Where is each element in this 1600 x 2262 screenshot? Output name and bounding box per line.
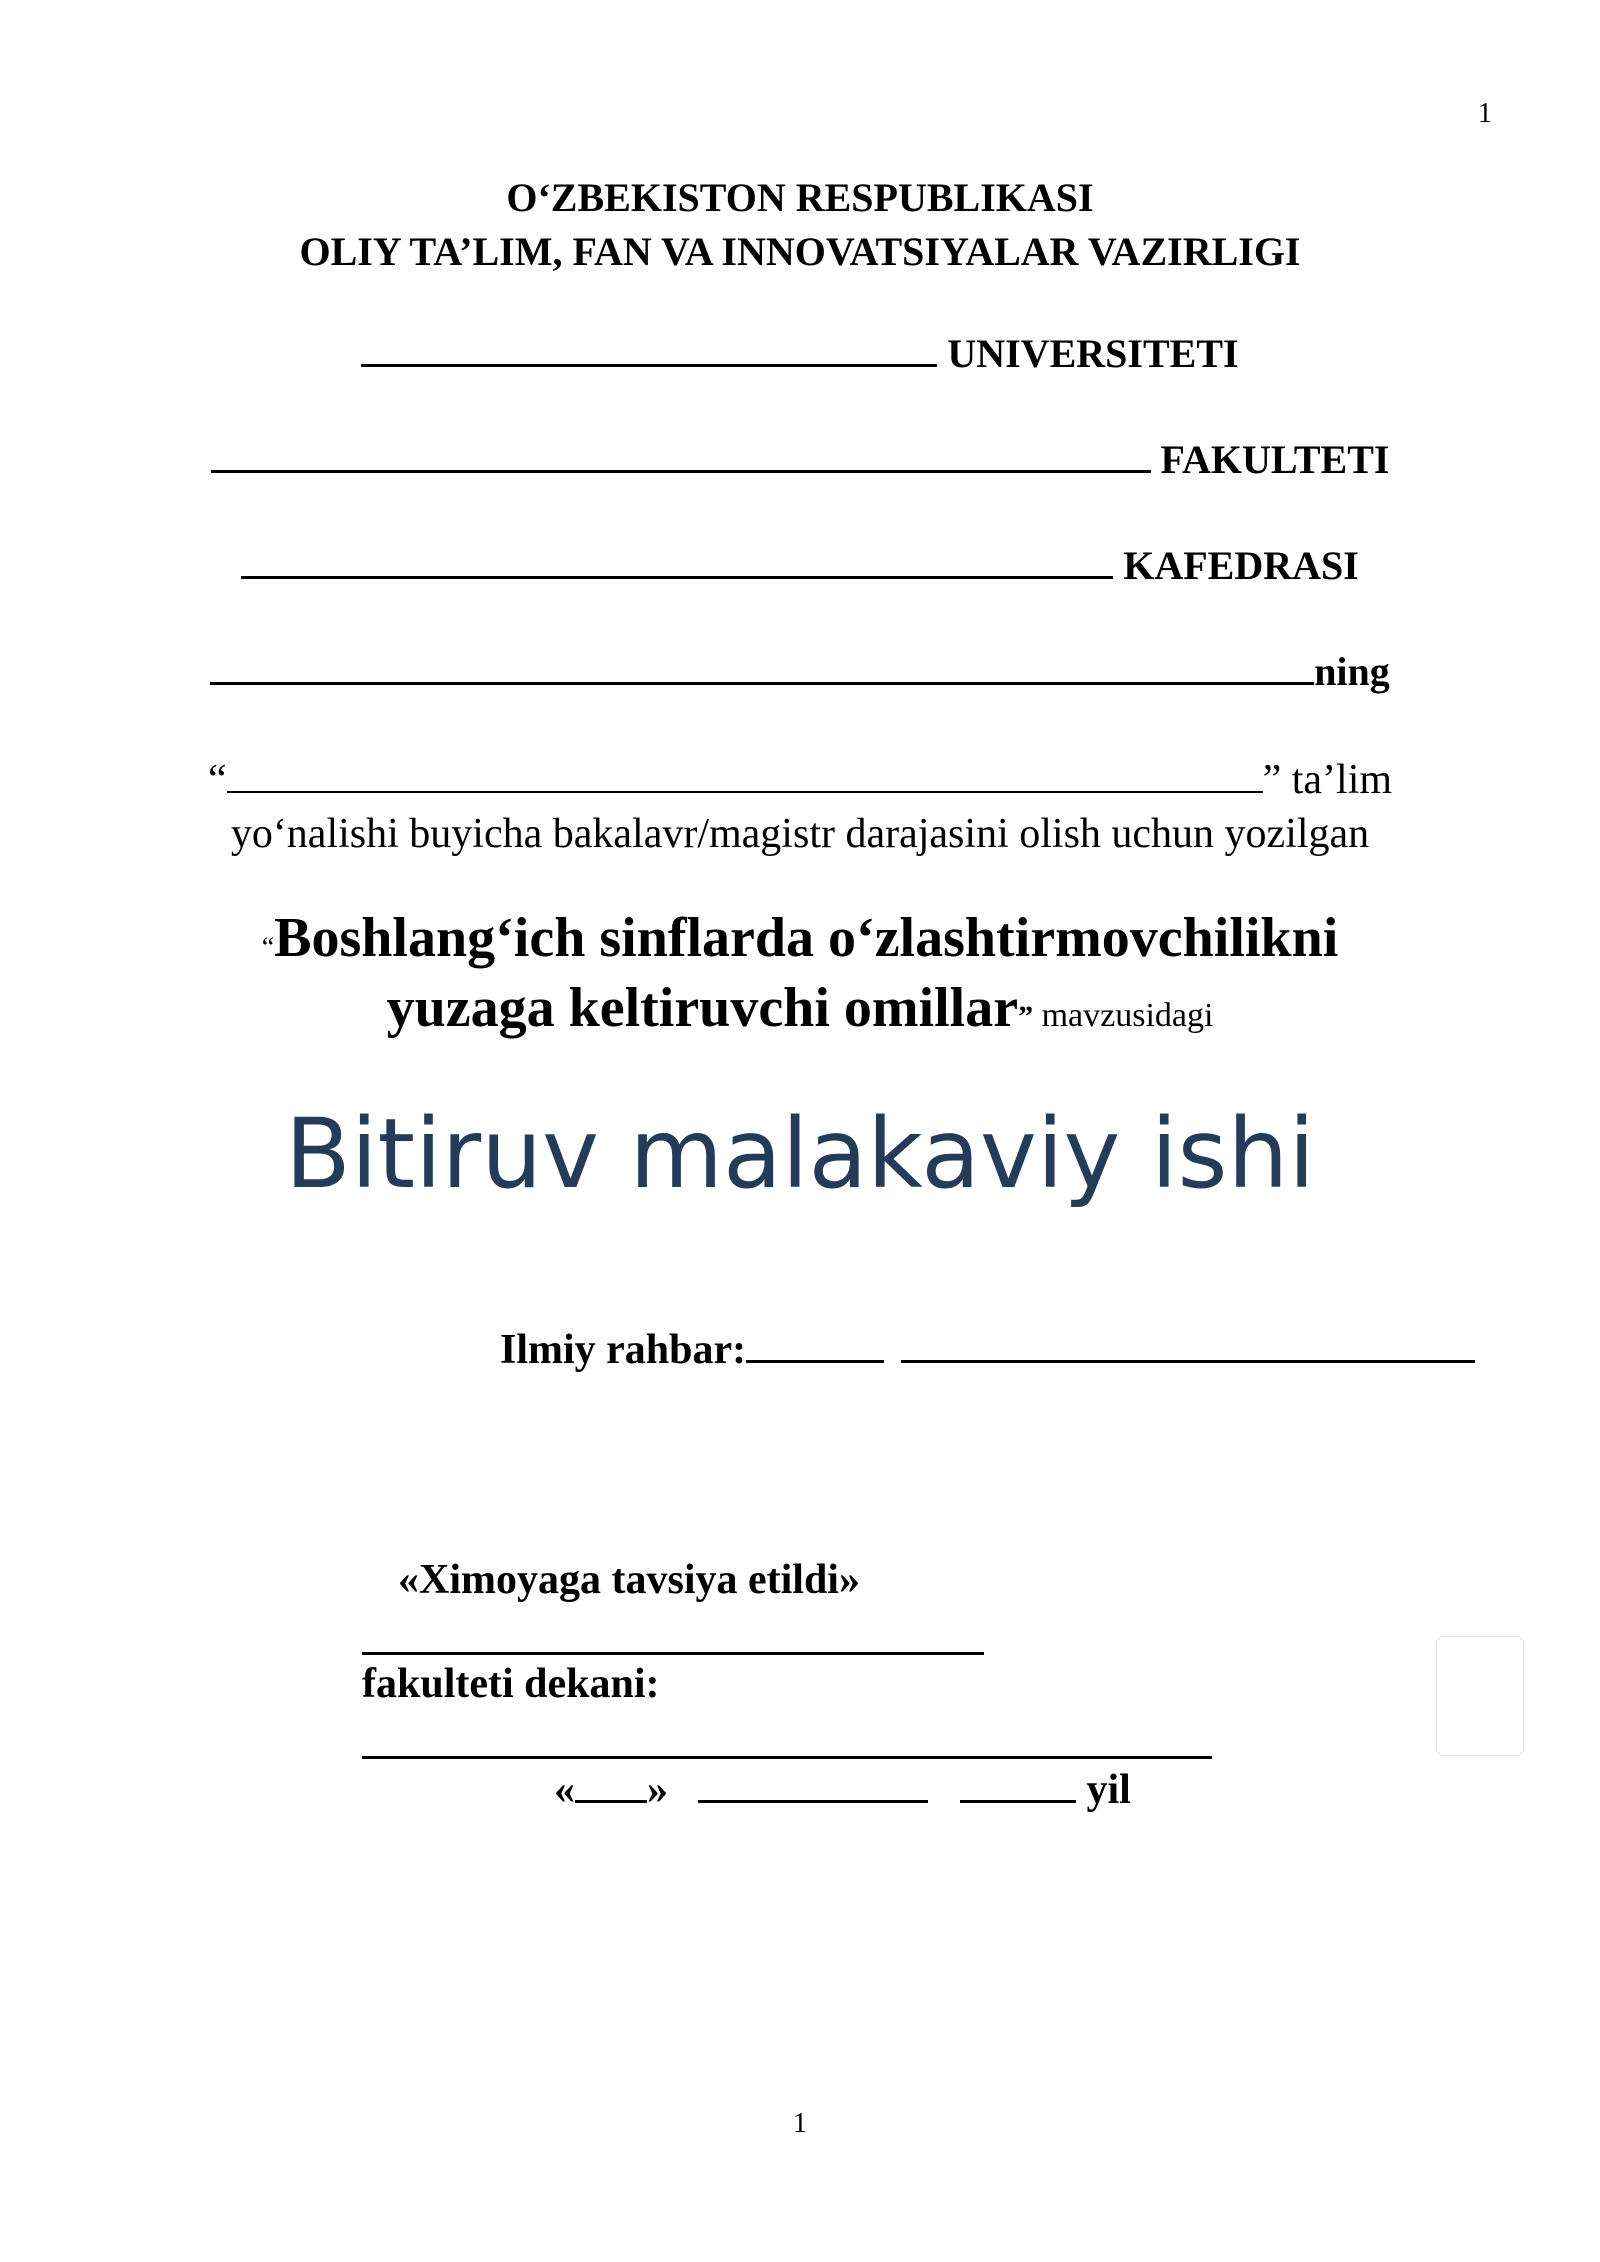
topic-line-2 bbox=[0, 976, 1600, 1040]
faculty-blank[interactable] bbox=[211, 436, 1151, 473]
direction-blank[interactable] bbox=[227, 759, 1263, 793]
year-label: yil bbox=[1076, 1767, 1131, 1813]
department-blank[interactable] bbox=[241, 542, 1113, 579]
university-label: UNIVERSITETI bbox=[937, 331, 1239, 376]
supervisor-label: Ilmiy rahbar: bbox=[500, 1327, 747, 1373]
supervisor-name-blank[interactable] bbox=[901, 1326, 1475, 1363]
date-row bbox=[554, 1766, 1131, 1814]
page-number-bottom: 1 bbox=[793, 2108, 807, 2139]
dean-label: fakulteti dekani: bbox=[362, 1661, 660, 1707]
supervisor-row bbox=[500, 1326, 1475, 1374]
faculty-name-line[interactable] bbox=[362, 1612, 984, 1655]
topic-line-1 bbox=[0, 906, 1600, 970]
direction-line-1 bbox=[0, 756, 1600, 804]
topic-text-1: Boshlang‘ich sinflarda o‘zlashtirmovchilikni bbox=[274, 907, 1339, 969]
department-field bbox=[0, 542, 1600, 589]
department-label: KAFEDRASI bbox=[1113, 543, 1359, 588]
university-field bbox=[0, 330, 1600, 377]
defense-recommended: «Ximoyaga tavsiya etildi» bbox=[398, 1557, 860, 1603]
student-field bbox=[0, 648, 1600, 695]
student-name-blank[interactable] bbox=[210, 648, 1314, 685]
date-open-quote: « bbox=[554, 1767, 575, 1813]
direction-open-quote: “ bbox=[207, 757, 227, 803]
header-republic: O‘ZBEKISTON RESPUBLIKASI bbox=[506, 175, 1094, 220]
topic-close-quote: ” bbox=[1018, 1000, 1034, 1033]
topic-text-2: yuzaga keltiruvchi omillar bbox=[386, 977, 1019, 1039]
topic-open-quote: “ bbox=[261, 932, 275, 963]
topic-suffix: mavzusidagi bbox=[1033, 997, 1214, 1034]
direction-close-text: ” ta’lim bbox=[1262, 757, 1393, 803]
year-blank[interactable] bbox=[960, 1766, 1076, 1803]
date-close-quote: » bbox=[647, 1767, 668, 1813]
day-blank[interactable] bbox=[575, 1766, 647, 1803]
dean-name-line[interactable] bbox=[362, 1716, 1212, 1759]
page-number-top: 1 bbox=[1478, 98, 1492, 129]
university-blank[interactable] bbox=[361, 330, 937, 367]
student-suffix: ning bbox=[1314, 649, 1390, 694]
supervisor-title-blank[interactable] bbox=[746, 1326, 884, 1363]
month-blank[interactable] bbox=[698, 1766, 928, 1803]
floating-panel bbox=[1436, 1636, 1524, 1756]
header-ministry: OLIY TA’LIM, FAN VA INNOVATSIYALAR VAZIRLIGI bbox=[299, 229, 1301, 274]
faculty-label: FAKULTETI bbox=[1150, 437, 1390, 482]
direction-line-2: yo‘nalishi buyicha bakalavr/magistr darajasini olish uchun yozilgan bbox=[230, 811, 1370, 857]
work-type-title: Bitiruv malakaviy ishi bbox=[284, 1098, 1316, 1210]
faculty-field bbox=[0, 436, 1600, 483]
